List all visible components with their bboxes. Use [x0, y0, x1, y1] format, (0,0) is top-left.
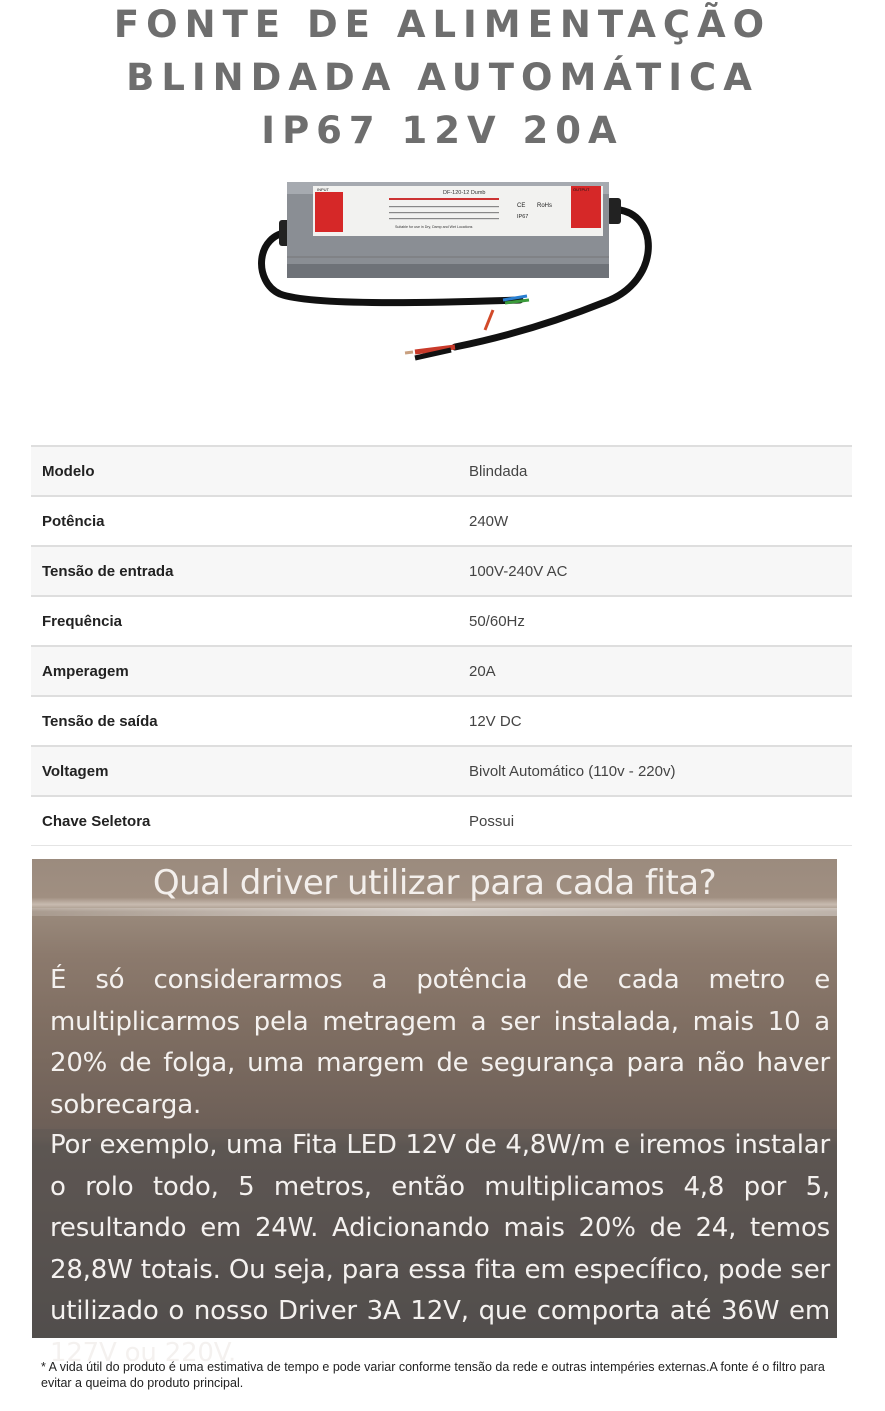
spec-label: Amperagem: [31, 646, 457, 696]
banner-title: Qual driver utilizar para cada fita?: [152, 863, 717, 903]
ce-mark: CE: [517, 203, 526, 209]
ip-mark: IP67: [517, 214, 529, 220]
model-label: DF-120-12 Dumb: [443, 190, 486, 196]
title-line-2: BLINDADA AUTOMÁTICA: [126, 56, 759, 99]
power-supply-image: [255, 172, 655, 372]
banner-paragraph-2: Por exemplo, uma Fita LED 12V de 4,8W/m e iremos instalar o rolo todo, 5 metros, então multiplicamos 4,8 por 5, resultando em 24W. Adicionando mais 20% de 24, temos 28,8W totais. Ou seja, para essa fita em específico, pode ser utilizado o nosso Driver 3A 12V, que comporta até 36W em 127V ou 220V.: [50, 1130, 830, 1368]
spec-label: Modelo: [31, 446, 457, 496]
spec-value: 240W: [457, 496, 852, 546]
rohs-mark: RoHs: [537, 203, 553, 209]
spec-value: 100V-240V AC: [457, 546, 852, 596]
banner-paragraph-1: É só considerarmos a potência de cada metro e multiplicarmos pela metragem a ser instalada, mais 10 a 20% de folga, uma margem de segurança para não haver sobrecarga.: [50, 965, 830, 1120]
spec-row: [31, 696, 852, 746]
spec-row: [31, 796, 852, 846]
spec-value: 50/60Hz: [457, 596, 852, 646]
spec-row: [31, 446, 852, 496]
banner-highlight: [32, 908, 837, 916]
spec-label: Frequência: [31, 596, 457, 646]
input-label: INPUT: [317, 187, 329, 192]
spec-label: Tensão de saída: [31, 696, 457, 746]
spec-value: Blindada: [457, 446, 852, 496]
driver-info-banner: [32, 859, 837, 1368]
spec-row: [31, 746, 852, 796]
spec-row: [31, 496, 852, 546]
spec-row: [31, 596, 852, 646]
spec-row: [31, 646, 852, 696]
spec-label: Potência: [31, 496, 457, 546]
title-line-3: IP67 12V 20A: [261, 109, 624, 152]
spec-label: Tensão de entrada: [31, 546, 457, 596]
title-line-1: FONTE DE ALIMENTAÇÃO: [113, 3, 772, 46]
spec-value: 12V DC: [457, 696, 852, 746]
spec-label: Chave Seletora: [31, 796, 457, 846]
label-caption: Suitable for use in Dry, Damp and Wet Locations: [395, 225, 473, 229]
spec-row: [31, 546, 852, 596]
spec-value: Possui: [457, 796, 852, 846]
spec-label: Voltagem: [31, 746, 457, 796]
footnote: * A vida útil do produto é uma estimativa de tempo e pode variar conforme tensão da rede e outras intempéries externas.A fonte é o filtro para evitar a queima do produto principal.: [41, 1360, 825, 1390]
specs-table: [31, 445, 852, 846]
spec-value: 20A: [457, 646, 852, 696]
page-title: [0, 0, 885, 157]
output-label: OUTPUT: [573, 187, 590, 192]
spec-value: Bivolt Automático (110v - 220v): [457, 746, 852, 796]
